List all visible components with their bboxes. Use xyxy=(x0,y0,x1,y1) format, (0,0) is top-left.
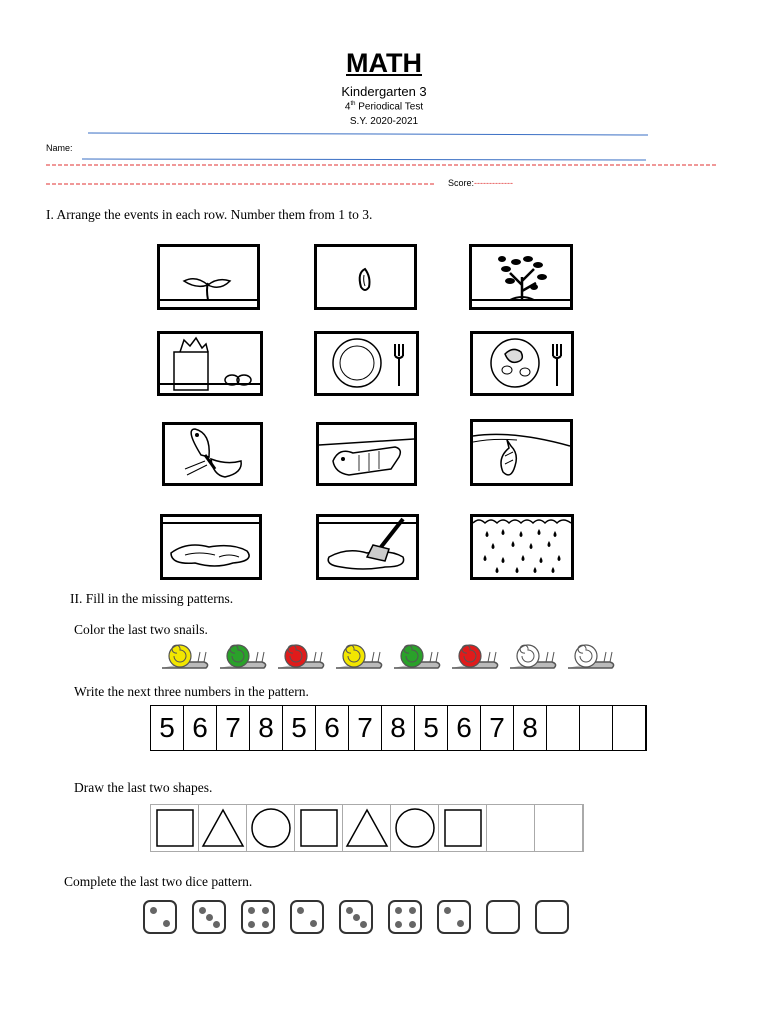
number-cell: 7 xyxy=(349,706,382,750)
plate-with-food-picture[interactable] xyxy=(470,331,574,396)
puddle-icon xyxy=(163,517,259,577)
number-cell: 8 xyxy=(514,706,547,750)
shape-blank-cell[interactable] xyxy=(487,805,535,851)
triangle-icon xyxy=(201,806,245,850)
school-year: S.Y. 2020-2021 xyxy=(349,116,419,127)
snail-icon[interactable] xyxy=(278,645,324,668)
die-pip xyxy=(310,920,317,927)
mopping-picture[interactable] xyxy=(316,514,419,580)
section2-instruction: II. Fill in the missing patterns. xyxy=(70,591,234,606)
blank-icon xyxy=(489,806,533,850)
dice-pattern-row xyxy=(143,900,569,934)
test-number: 4 xyxy=(344,101,351,113)
die-4-icon xyxy=(241,900,275,934)
snail-pattern xyxy=(150,640,630,674)
die-3-icon xyxy=(339,900,373,934)
number-cell: 6 xyxy=(316,706,349,750)
die-blank[interactable] xyxy=(535,900,569,934)
butterfly-picture[interactable] xyxy=(162,422,263,486)
section1-instruction: I. Arrange the events in each row. Number them from 1 to 3. xyxy=(46,207,373,222)
die-pip xyxy=(395,921,402,928)
square-icon xyxy=(153,806,197,850)
circle-cell xyxy=(247,805,295,851)
rain-picture[interactable] xyxy=(470,514,574,580)
test-name xyxy=(0,101,768,112)
die-2-icon xyxy=(437,900,471,934)
snail-icon[interactable] xyxy=(220,645,266,668)
circle-icon xyxy=(393,806,437,850)
sprout-picture[interactable] xyxy=(157,244,260,310)
number-cell: 5 xyxy=(283,706,316,750)
tree-icon xyxy=(472,247,570,307)
die-pip xyxy=(248,921,255,928)
number-blank-cell[interactable] xyxy=(547,706,580,750)
triangle-icon xyxy=(345,806,389,850)
die-pip xyxy=(262,921,269,928)
snail-icon[interactable] xyxy=(336,645,382,668)
number-blank-cell[interactable] xyxy=(613,706,646,750)
shapes-instruction: Draw the last two shapes. xyxy=(74,780,213,795)
triangle-cell xyxy=(343,805,391,851)
number-cell: 8 xyxy=(382,706,415,750)
square-cell xyxy=(295,805,343,851)
die-pip xyxy=(262,907,269,914)
die-pip xyxy=(409,921,416,928)
rain-icon xyxy=(473,517,571,577)
die-pip xyxy=(248,907,255,914)
die-pip xyxy=(206,914,213,921)
circle-cell xyxy=(391,805,439,851)
die-pip xyxy=(457,920,464,927)
cocoon-icon xyxy=(473,422,570,483)
snails-instruction: Color the last two snails. xyxy=(74,622,208,637)
grocery-bag-icon xyxy=(160,334,260,393)
score-field[interactable]: ------------- xyxy=(474,178,513,188)
die-pip xyxy=(395,907,402,914)
test-ordinal: th xyxy=(350,101,356,107)
number-cell: 7 xyxy=(217,706,250,750)
snail-icon[interactable] xyxy=(452,645,498,668)
snail-icon[interactable] xyxy=(510,645,556,668)
grocery-bag-picture[interactable] xyxy=(157,331,263,396)
numbers-instruction: Write the next three numbers in the pattern. xyxy=(74,684,309,699)
caterpillar-picture[interactable] xyxy=(316,422,417,486)
seed-picture[interactable] xyxy=(314,244,417,310)
plate-with-food-icon xyxy=(473,334,571,393)
sprout-icon xyxy=(160,247,257,307)
number-blank-cell[interactable] xyxy=(580,706,613,750)
shape-pattern-strip xyxy=(150,804,584,852)
empty-plate-picture[interactable] xyxy=(314,331,419,396)
number-cell: 7 xyxy=(481,706,514,750)
shape-blank-cell[interactable] xyxy=(535,805,583,851)
seed-icon xyxy=(317,247,414,307)
die-pip xyxy=(163,920,170,927)
dice-instruction: Complete the last two dice pattern. xyxy=(64,874,253,889)
die-2-icon xyxy=(290,900,324,934)
square-icon xyxy=(441,806,485,850)
die-pip xyxy=(150,907,157,914)
die-3-icon xyxy=(192,900,226,934)
square-icon xyxy=(297,806,341,850)
mopping-icon xyxy=(319,517,416,577)
puddle-picture[interactable] xyxy=(160,514,262,580)
number-cell: 8 xyxy=(250,706,283,750)
die-blank[interactable] xyxy=(486,900,520,934)
die-pip xyxy=(297,907,304,914)
grade-level: Kindergarten 3 xyxy=(341,84,427,99)
number-cell: 5 xyxy=(415,706,448,750)
die-pip xyxy=(199,907,206,914)
die-2-icon xyxy=(143,900,177,934)
page-title: MATH xyxy=(346,48,422,78)
snail-icon[interactable] xyxy=(162,645,208,668)
butterfly-icon xyxy=(165,425,260,483)
number-cell: 6 xyxy=(448,706,481,750)
number-pattern-strip xyxy=(150,705,647,751)
square-cell xyxy=(151,805,199,851)
name-field[interactable] xyxy=(82,150,646,162)
cocoon-picture[interactable] xyxy=(470,419,573,486)
score-label xyxy=(448,178,513,188)
die-pip xyxy=(213,921,220,928)
square-cell xyxy=(439,805,487,851)
score-label-text: Score: xyxy=(448,178,475,188)
die-pip xyxy=(346,907,353,914)
die-pip xyxy=(409,907,416,914)
triangle-cell xyxy=(199,805,247,851)
blank-icon xyxy=(537,806,581,850)
die-pip xyxy=(444,907,451,914)
caterpillar-icon xyxy=(319,425,414,483)
name-label: Name: xyxy=(46,143,73,153)
tree-picture[interactable] xyxy=(469,244,573,310)
die-pip xyxy=(360,921,367,928)
test-name-text: Periodical Test xyxy=(355,101,424,113)
snail-icon[interactable] xyxy=(394,645,440,668)
number-cell: 5 xyxy=(151,706,184,750)
circle-icon xyxy=(249,806,293,850)
die-pip xyxy=(353,914,360,921)
empty-plate-icon xyxy=(317,334,416,393)
number-cell: 6 xyxy=(184,706,217,750)
snail-icon[interactable] xyxy=(568,645,614,668)
die-4-icon xyxy=(388,900,422,934)
